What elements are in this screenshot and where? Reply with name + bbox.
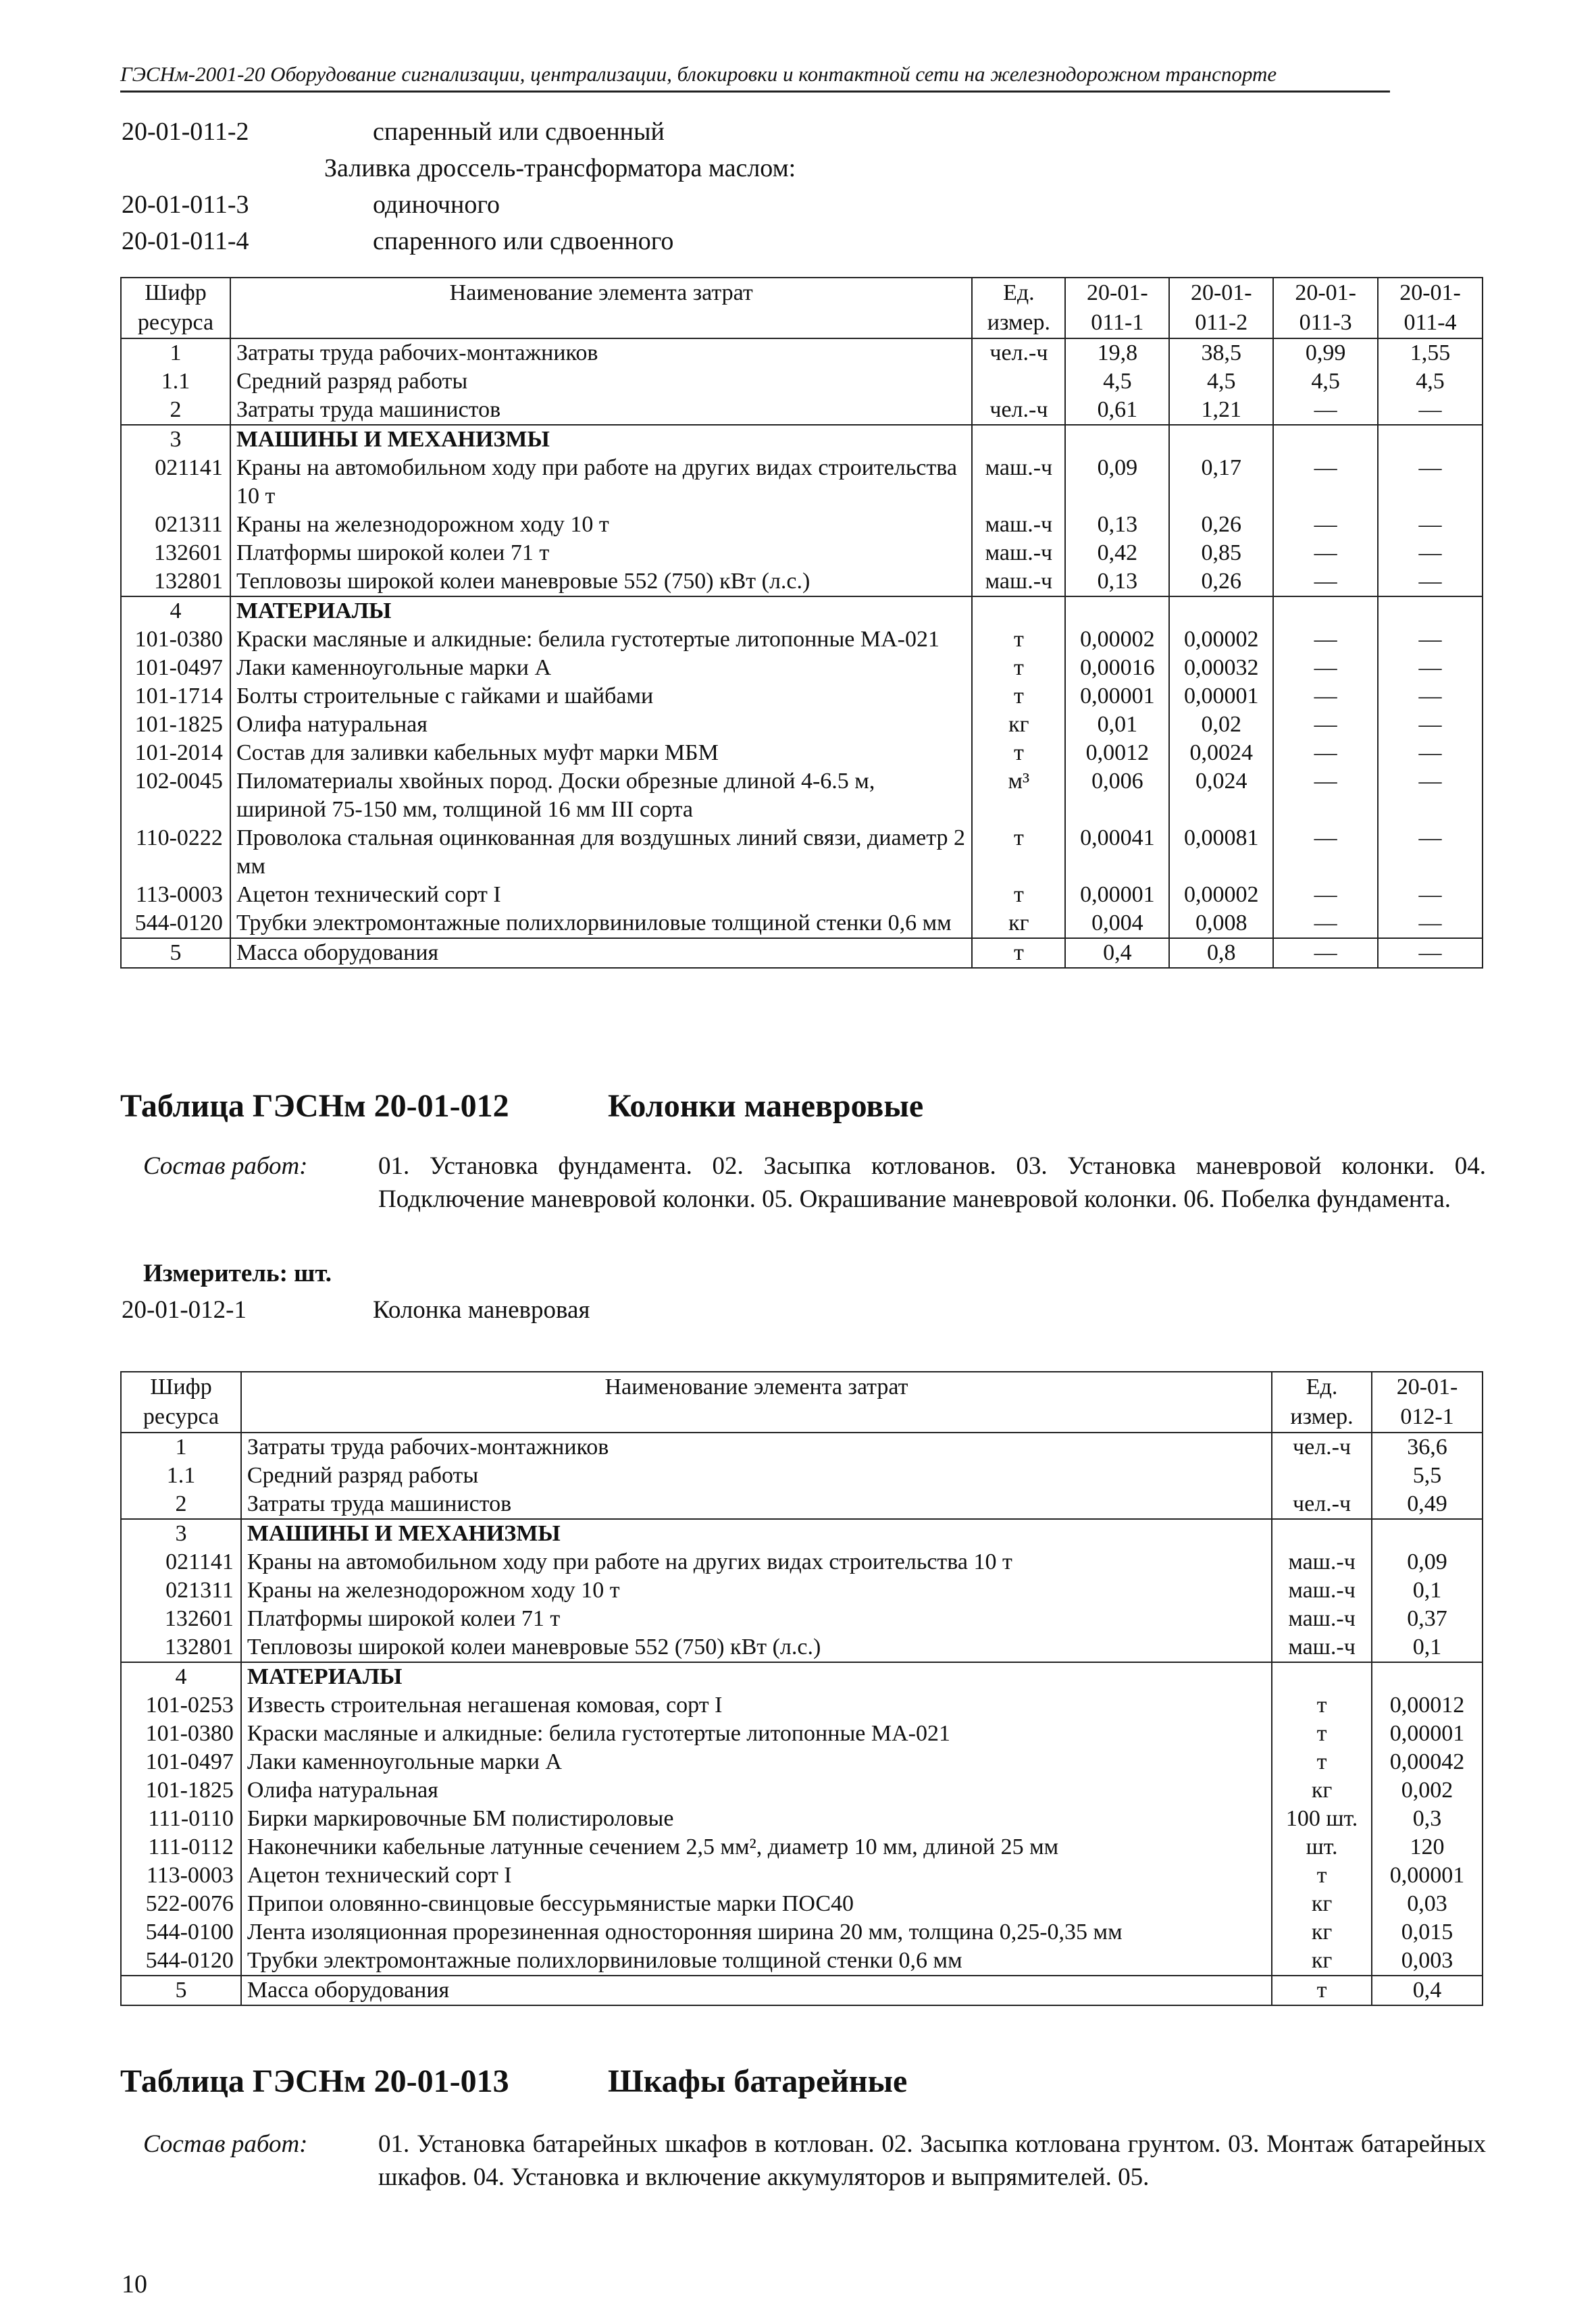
norm-value: — bbox=[1273, 567, 1378, 596]
norm-value: 0,006 bbox=[1065, 767, 1169, 824]
norm-value: — bbox=[1273, 938, 1378, 968]
resource-name: Краны на железнодорожном ходу 10 т bbox=[230, 511, 972, 539]
resource-name: Трубки электромонтажные полихлорвиниловые толщиной стенки 0,6 мм bbox=[230, 909, 972, 938]
resource-unit: т bbox=[1272, 1748, 1372, 1776]
norm-value: — bbox=[1273, 654, 1378, 682]
resource-code: 101-0497 bbox=[121, 654, 230, 682]
resource-name: Затраты труда рабочих-монтажников bbox=[230, 338, 972, 367]
table-row bbox=[121, 1605, 1483, 1633]
resource-unit: шт. bbox=[1272, 1833, 1372, 1861]
resource-code: 111-0110 bbox=[121, 1805, 241, 1833]
resource-unit: т bbox=[972, 881, 1065, 909]
norm-value: 0,00016 bbox=[1065, 654, 1169, 682]
resource-name: Проволока стальная оцинкованная для воздушных линий связи, диаметр 2 мм bbox=[230, 824, 972, 881]
page-number: 10 bbox=[122, 2270, 147, 2298]
resource-unit: т bbox=[1272, 1691, 1372, 1720]
norm-value: 0,26 bbox=[1169, 567, 1273, 596]
norm-value: 0,4 bbox=[1065, 938, 1169, 968]
resource-unit: маш.-ч bbox=[972, 567, 1065, 596]
resource-unit: кг bbox=[1272, 1947, 1372, 1976]
resource-code: 101-0253 bbox=[121, 1691, 241, 1720]
norm-value: 0,37 bbox=[1372, 1605, 1483, 1633]
resource-unit: кг bbox=[1272, 1918, 1372, 1947]
table-row bbox=[121, 938, 1483, 968]
norm-value: 0,015 bbox=[1372, 1918, 1483, 1947]
resource-code: 1 bbox=[121, 338, 230, 367]
empty-cell bbox=[1272, 1662, 1372, 1691]
norm-value: — bbox=[1273, 909, 1378, 938]
norm-value: 0,99 bbox=[1273, 338, 1378, 367]
resource-name: Болты строительные с гайками и шайбами bbox=[230, 682, 972, 711]
resource-name: Трубки электромонтажные полихлорвиниловые толщиной стенки 0,6 мм bbox=[241, 1947, 1272, 1976]
norm-value: 0,00032 bbox=[1169, 654, 1273, 682]
table-section-row bbox=[121, 1519, 1483, 1548]
resource-code: 021141 bbox=[121, 1548, 241, 1576]
norm-value: 0,003 bbox=[1372, 1947, 1483, 1976]
resource-name: Тепловозы широкой колеи маневровые 552 (750) кВт (л.с.) bbox=[241, 1633, 1272, 1662]
resource-code: 111-0112 bbox=[121, 1833, 241, 1861]
resource-name: Лента изоляционная прорезиненная односторонняя ширина 20 мм, толщина 0,25-0,35 мм bbox=[241, 1918, 1272, 1947]
norm-value: — bbox=[1378, 625, 1483, 654]
resource-table-011 bbox=[120, 277, 1483, 969]
resource-code: 2 bbox=[121, 1490, 241, 1519]
norm-value: — bbox=[1378, 654, 1483, 682]
resource-name: Бирки маркировочные БМ полистироловые bbox=[241, 1805, 1272, 1833]
table-row bbox=[121, 1976, 1483, 2005]
resource-name: Ацетон технический сорт I bbox=[230, 881, 972, 909]
table-row bbox=[121, 1833, 1483, 1861]
table-row bbox=[121, 454, 1483, 511]
norm-value: 0,00002 bbox=[1169, 625, 1273, 654]
norm-value: 0,00042 bbox=[1372, 1748, 1483, 1776]
section-title: МАТЕРИАЛЫ bbox=[241, 1662, 1272, 1691]
table-row bbox=[121, 1776, 1483, 1805]
norm-value: — bbox=[1273, 682, 1378, 711]
norm-value: 0,13 bbox=[1065, 511, 1169, 539]
norm-value: 0,42 bbox=[1065, 539, 1169, 567]
norm-value: 0,85 bbox=[1169, 539, 1273, 567]
col-header-name: Наименование элемента затрат bbox=[230, 278, 972, 338]
resource-unit: м³ bbox=[972, 767, 1065, 824]
resource-unit: кг bbox=[972, 711, 1065, 739]
norm-code: 20-01-012-1 bbox=[122, 1296, 247, 1324]
resource-code: 101-1825 bbox=[121, 711, 230, 739]
norm-value: — bbox=[1273, 824, 1378, 881]
norm-value: 38,5 bbox=[1169, 338, 1273, 367]
empty-cell bbox=[1378, 425, 1483, 454]
resource-code: 101-0380 bbox=[121, 625, 230, 654]
empty-cell bbox=[1273, 425, 1378, 454]
resource-unit: т bbox=[972, 938, 1065, 968]
resource-unit: т bbox=[1272, 1976, 1372, 2005]
norm-value: — bbox=[1273, 511, 1378, 539]
resource-code: 132601 bbox=[121, 539, 230, 567]
resource-unit: чел.-ч bbox=[972, 396, 1065, 425]
table-row bbox=[121, 625, 1483, 654]
norm-value: 0,002 bbox=[1372, 1776, 1483, 1805]
table-row bbox=[121, 539, 1483, 567]
intro-code: 20-01-011-2 bbox=[122, 118, 249, 146]
table-row bbox=[121, 1633, 1483, 1662]
norm-value: 0,1 bbox=[1372, 1633, 1483, 1662]
resource-unit: кг bbox=[1272, 1776, 1372, 1805]
col-header-norm: 20-01-011-2 bbox=[1169, 278, 1273, 338]
resource-unit: кг bbox=[1272, 1890, 1372, 1918]
section-title: МАШИНЫ И МЕХАНИЗМЫ bbox=[230, 425, 972, 454]
resource-unit: чел.-ч bbox=[1272, 1490, 1372, 1519]
resource-unit: маш.-ч bbox=[972, 539, 1065, 567]
work-composition-label: Состав работ: bbox=[143, 1152, 308, 1180]
resource-name: Пиломатериалы хвойных пород. Доски обрезные длиной 4-6.5 м, шириной 75-150 мм, толщиной 16 мм III сорта bbox=[230, 767, 972, 824]
norm-value: 4,5 bbox=[1378, 367, 1483, 396]
table-section-row bbox=[121, 425, 1483, 454]
col-header-norm: 20-01-011-4 bbox=[1378, 278, 1483, 338]
intro-code: 20-01-011-3 bbox=[122, 190, 249, 219]
table-row bbox=[121, 711, 1483, 739]
resource-code: 132801 bbox=[121, 1633, 241, 1662]
norm-value: — bbox=[1378, 539, 1483, 567]
work-composition-012 bbox=[143, 1150, 1487, 1251]
norm-value: 0,00001 bbox=[1065, 881, 1169, 909]
norm-value: — bbox=[1378, 824, 1483, 881]
resource-name: Масса оборудования bbox=[241, 1976, 1272, 2005]
intro-desc: спаренного или сдвоенного bbox=[373, 227, 674, 255]
resource-code: 2 bbox=[121, 396, 230, 425]
norm-value: 0,1 bbox=[1372, 1576, 1483, 1605]
resource-code: 522-0076 bbox=[121, 1890, 241, 1918]
resource-code: 113-0003 bbox=[121, 881, 230, 909]
norm-value: — bbox=[1378, 396, 1483, 425]
norm-desc: Колонка маневровая bbox=[373, 1296, 590, 1324]
empty-cell bbox=[1273, 596, 1378, 625]
resource-code: 4 bbox=[121, 596, 230, 625]
norm-value: — bbox=[1273, 454, 1378, 511]
table-row bbox=[121, 1490, 1483, 1519]
resource-name: Затраты труда машинистов bbox=[241, 1490, 1272, 1519]
norm-value: — bbox=[1273, 396, 1378, 425]
table-row bbox=[121, 654, 1483, 682]
norm-value: 0,00041 bbox=[1065, 824, 1169, 881]
norm-value: 0,49 bbox=[1372, 1490, 1483, 1519]
resource-code: 101-2014 bbox=[121, 739, 230, 767]
resource-unit: маш.-ч bbox=[972, 454, 1065, 511]
norm-value: 0,004 bbox=[1065, 909, 1169, 938]
resource-name: Масса оборудования bbox=[230, 938, 972, 968]
resource-name: Ацетон технический сорт I bbox=[241, 1861, 1272, 1890]
resource-code: 021311 bbox=[121, 511, 230, 539]
norm-value: 0,8 bbox=[1169, 938, 1273, 968]
resource-code: 5 bbox=[121, 938, 230, 968]
table-section-row bbox=[121, 596, 1483, 625]
norm-value: 36,6 bbox=[1372, 1433, 1483, 1462]
norm-value: — bbox=[1378, 454, 1483, 511]
norm-value: 0,4 bbox=[1372, 1976, 1483, 2005]
table-row bbox=[121, 739, 1483, 767]
table-name: Шкафы батарейные bbox=[608, 2063, 908, 2099]
table-row bbox=[121, 682, 1483, 711]
resource-code: 4 bbox=[121, 1662, 241, 1691]
table-row bbox=[121, 1691, 1483, 1720]
empty-cell bbox=[972, 596, 1065, 625]
resource-name: Краски масляные и алкидные: белила густотертые литопонные МА-021 bbox=[230, 625, 972, 654]
resource-name: Средний разряд работы bbox=[241, 1462, 1272, 1490]
resource-unit: маш.-ч bbox=[1272, 1605, 1372, 1633]
norm-value: 0,09 bbox=[1065, 454, 1169, 511]
norm-value: 19,8 bbox=[1065, 338, 1169, 367]
norm-value: 0,00012 bbox=[1372, 1691, 1483, 1720]
norm-value: 0,00002 bbox=[1169, 881, 1273, 909]
norm-value: — bbox=[1273, 711, 1378, 739]
resource-name: Платформы широкой колеи 71 т bbox=[241, 1605, 1272, 1633]
col-header-code: Шифр ресурса bbox=[121, 278, 230, 338]
resource-code: 101-0497 bbox=[121, 1748, 241, 1776]
empty-cell bbox=[1169, 425, 1273, 454]
resource-code: 544-0100 bbox=[121, 1918, 241, 1947]
col-header-unit: Ед. измер. bbox=[1272, 1372, 1372, 1433]
norm-value: 0,13 bbox=[1065, 567, 1169, 596]
resource-name: Затраты труда рабочих-монтажников bbox=[241, 1433, 1272, 1462]
resource-code: 1 bbox=[121, 1433, 241, 1462]
resource-name: Тепловозы широкой колеи маневровые 552 (750) кВт (л.с.) bbox=[230, 567, 972, 596]
empty-cell bbox=[972, 425, 1065, 454]
empty-cell bbox=[1065, 596, 1169, 625]
norm-value: 0,02 bbox=[1169, 711, 1273, 739]
resource-code: 544-0120 bbox=[121, 1947, 241, 1976]
resource-code: 544-0120 bbox=[121, 909, 230, 938]
resource-name: Краны на автомобильном ходу при работе на других видах строительства 10 т bbox=[241, 1548, 1272, 1576]
table-row bbox=[121, 767, 1483, 824]
norm-value: 0,01 bbox=[1065, 711, 1169, 739]
table-row bbox=[121, 338, 1483, 367]
resource-unit: т bbox=[1272, 1720, 1372, 1748]
resource-code: 101-0380 bbox=[121, 1720, 241, 1748]
col-header-code: Шифр ресурса bbox=[121, 1372, 241, 1433]
empty-cell bbox=[1378, 596, 1483, 625]
norm-value: 0,00001 bbox=[1372, 1720, 1483, 1748]
norm-value: 5,5 bbox=[1372, 1462, 1483, 1490]
norm-value: 1,21 bbox=[1169, 396, 1273, 425]
resource-name: Известь строительная негашеная комовая, сорт I bbox=[241, 1691, 1272, 1720]
resource-unit: т bbox=[972, 625, 1065, 654]
norm-value: — bbox=[1378, 938, 1483, 968]
resource-code: 101-1714 bbox=[121, 682, 230, 711]
resource-code: 021141 bbox=[121, 454, 230, 511]
table-row bbox=[121, 1548, 1483, 1576]
intro-desc: одиночного bbox=[373, 190, 500, 219]
resource-name: Затраты труда машинистов bbox=[230, 396, 972, 425]
norm-value: 0,3 bbox=[1372, 1805, 1483, 1833]
norm-value: — bbox=[1378, 682, 1483, 711]
table-section-row bbox=[121, 1662, 1483, 1691]
work-composition-text: 01. Установка батарейных шкафов в котлован. 02. Засыпка котлована грунтом. 03. Монтаж батарейных шкафов. 04. Установка и включение аккумуляторов и выпрямителей. 05. bbox=[378, 2130, 1486, 2191]
resource-name: Платформы широкой колеи 71 т bbox=[230, 539, 972, 567]
table-row bbox=[121, 1748, 1483, 1776]
table-row bbox=[121, 396, 1483, 425]
norm-value: — bbox=[1378, 511, 1483, 539]
table-header-row bbox=[121, 278, 1483, 338]
resource-name: Краны на железнодорожном ходу 10 т bbox=[241, 1576, 1272, 1605]
resource-unit: чел.-ч bbox=[1272, 1433, 1372, 1462]
resource-name: Лаки каменноугольные марки А bbox=[230, 654, 972, 682]
norm-value: 0,00001 bbox=[1372, 1861, 1483, 1890]
norm-value: — bbox=[1378, 711, 1483, 739]
resource-unit: маш.-ч bbox=[1272, 1633, 1372, 1662]
resource-table-012 bbox=[120, 1371, 1483, 2006]
table-row bbox=[121, 1947, 1483, 1976]
table-row bbox=[121, 881, 1483, 909]
resource-name: Средний разряд работы bbox=[230, 367, 972, 396]
resource-code: 132601 bbox=[121, 1605, 241, 1633]
col-header-name: Наименование элемента затрат bbox=[241, 1372, 1272, 1433]
norm-value: 0,26 bbox=[1169, 511, 1273, 539]
resource-unit: т bbox=[1272, 1861, 1372, 1890]
norm-value: 0,00081 bbox=[1169, 824, 1273, 881]
resource-name: Лаки каменноугольные марки А bbox=[241, 1748, 1272, 1776]
measure-unit: Измеритель: шт. bbox=[143, 1260, 332, 1287]
table-header-row bbox=[121, 1372, 1483, 1433]
col-header-norm: 20-01-011-1 bbox=[1065, 278, 1169, 338]
running-header: ГЭСНм-2001-20 Оборудование сигнализации, централизации, блокировки и контактной сети на железнодорожном транспорте bbox=[120, 62, 1390, 93]
resource-unit: т bbox=[972, 654, 1065, 682]
norm-value: 0,0012 bbox=[1065, 739, 1169, 767]
resource-code: 110-0222 bbox=[121, 824, 230, 881]
resource-unit: т bbox=[972, 682, 1065, 711]
resource-code: 5 bbox=[121, 1976, 241, 2005]
norm-value: — bbox=[1378, 881, 1483, 909]
resource-name: Припои оловянно-свинцовые бессурьмянистые марки ПОС40 bbox=[241, 1890, 1272, 1918]
resource-unit: маш.-ч bbox=[972, 511, 1065, 539]
section-title: МАШИНЫ И МЕХАНИЗМЫ bbox=[241, 1519, 1272, 1548]
norm-value: 1,55 bbox=[1378, 338, 1483, 367]
table-row bbox=[121, 511, 1483, 539]
empty-cell bbox=[1065, 425, 1169, 454]
resource-code: 1.1 bbox=[121, 1462, 241, 1490]
empty-cell bbox=[1272, 1519, 1372, 1548]
resource-unit: маш.-ч bbox=[1272, 1548, 1372, 1576]
table-number: Таблица ГЭСНм 20-01-012 bbox=[120, 1088, 509, 1124]
table-row bbox=[121, 1720, 1483, 1748]
norm-value: — bbox=[1273, 767, 1378, 824]
norm-value: — bbox=[1273, 625, 1378, 654]
col-header-unit: Ед. измер. bbox=[972, 278, 1065, 338]
norm-value: — bbox=[1378, 567, 1483, 596]
table-row bbox=[121, 367, 1483, 396]
norm-value: 0,024 bbox=[1169, 767, 1273, 824]
intro-desc: спаренный или сдвоенный bbox=[373, 118, 665, 146]
table-number: Таблица ГЭСНм 20-01-013 bbox=[120, 2063, 509, 2099]
work-composition-013 bbox=[143, 2128, 1487, 2202]
norm-value: 0,0024 bbox=[1169, 739, 1273, 767]
table-row bbox=[121, 1918, 1483, 1947]
resource-name: Краны на автомобильном ходу при работе на других видах строительства 10 т bbox=[230, 454, 972, 511]
intro-subheading: Заливка дроссель-трансформатора маслом: bbox=[324, 154, 796, 182]
table-row bbox=[121, 1805, 1483, 1833]
table-row bbox=[121, 567, 1483, 596]
table-row bbox=[121, 909, 1483, 938]
col-header-norm: 20-01-011-3 bbox=[1273, 278, 1378, 338]
resource-unit: кг bbox=[972, 909, 1065, 938]
empty-cell bbox=[1372, 1662, 1483, 1691]
resource-name: Олифа натуральная bbox=[230, 711, 972, 739]
resource-unit: маш.-ч bbox=[1272, 1576, 1372, 1605]
norm-value: 0,17 bbox=[1169, 454, 1273, 511]
norm-value: 0,00001 bbox=[1065, 682, 1169, 711]
table-row bbox=[121, 824, 1483, 881]
norm-value: 0,00001 bbox=[1169, 682, 1273, 711]
work-composition-label: Состав работ: bbox=[143, 2130, 308, 2158]
resource-code: 3 bbox=[121, 425, 230, 454]
resource-unit: т bbox=[972, 824, 1065, 881]
resource-code: 021311 bbox=[121, 1576, 241, 1605]
empty-cell bbox=[1169, 596, 1273, 625]
resource-unit: чел.-ч bbox=[972, 338, 1065, 367]
resource-name: Олифа натуральная bbox=[241, 1776, 1272, 1805]
norm-value: 120 bbox=[1372, 1833, 1483, 1861]
norm-value: — bbox=[1273, 539, 1378, 567]
table-row bbox=[121, 1462, 1483, 1490]
table-row bbox=[121, 1433, 1483, 1462]
resource-code: 3 bbox=[121, 1519, 241, 1548]
norm-value: — bbox=[1378, 739, 1483, 767]
norm-value: 0,09 bbox=[1372, 1548, 1483, 1576]
resource-code: 102-0045 bbox=[121, 767, 230, 824]
resource-code: 132801 bbox=[121, 567, 230, 596]
work-composition-text: 01. Установка фундамента. 02. Засыпка котлованов. 03. Установка маневровой колонки. 04. Подключение маневровой колонки. 05. Окрашивание маневровой колонки. 06. Побелка фундамента. bbox=[378, 1152, 1486, 1213]
norm-value: 4,5 bbox=[1273, 367, 1378, 396]
norm-value: — bbox=[1378, 767, 1483, 824]
norm-value: 0,03 bbox=[1372, 1890, 1483, 1918]
norm-value: 0,008 bbox=[1169, 909, 1273, 938]
section-title: МАТЕРИАЛЫ bbox=[230, 596, 972, 625]
table-row bbox=[121, 1576, 1483, 1605]
resource-unit bbox=[1272, 1462, 1372, 1490]
resource-unit bbox=[972, 367, 1065, 396]
resource-name: Состав для заливки кабельных муфт марки МБМ bbox=[230, 739, 972, 767]
norm-value: 4,5 bbox=[1169, 367, 1273, 396]
norm-value: — bbox=[1273, 881, 1378, 909]
table-row bbox=[121, 1861, 1483, 1890]
norm-value: 0,00002 bbox=[1065, 625, 1169, 654]
norm-value: 4,5 bbox=[1065, 367, 1169, 396]
norm-value: 0,61 bbox=[1065, 396, 1169, 425]
resource-code: 1.1 bbox=[121, 367, 230, 396]
table-name: Колонки маневровые bbox=[608, 1088, 924, 1124]
norm-value: — bbox=[1378, 909, 1483, 938]
resource-unit: т bbox=[972, 739, 1065, 767]
table-row bbox=[121, 1890, 1483, 1918]
resource-name: Наконечники кабельные латунные сечением 2,5 мм², диаметр 10 мм, длиной 25 мм bbox=[241, 1833, 1272, 1861]
resource-unit: 100 шт. bbox=[1272, 1805, 1372, 1833]
resource-code: 101-1825 bbox=[121, 1776, 241, 1805]
resource-name: Краски масляные и алкидные: белила густотертые литопонные МА-021 bbox=[241, 1720, 1272, 1748]
intro-code: 20-01-011-4 bbox=[122, 227, 249, 255]
empty-cell bbox=[1372, 1519, 1483, 1548]
norm-item-012-1 bbox=[122, 1295, 590, 1325]
norm-value: — bbox=[1273, 739, 1378, 767]
col-header-norm: 20-01-012-1 bbox=[1372, 1372, 1483, 1433]
resource-code: 113-0003 bbox=[121, 1861, 241, 1890]
